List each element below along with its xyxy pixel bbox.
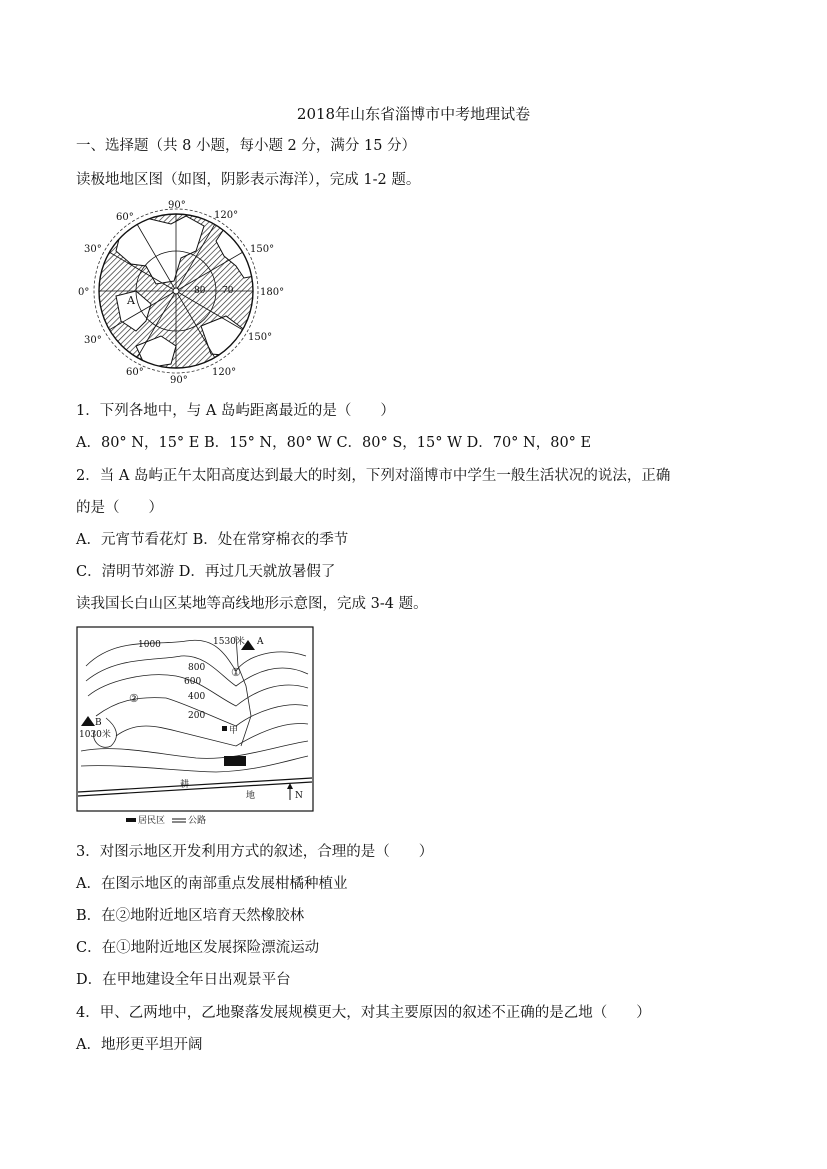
location-2: ② — [129, 692, 139, 705]
label-bottom: 90° — [170, 375, 188, 386]
q2-stem-line1: 2．当 A 岛屿正午太阳高度达到最大的时刻，下列对淄博市中学生一般生活状况的说法，正确 — [76, 468, 671, 484]
legend-settlement-swatch — [126, 818, 136, 822]
section-heading: 一、选择题（共 8 小题，每小题 2 分，满分 15 分） — [76, 138, 417, 154]
q2-options-cd: C．清明节郊游 D．再过几天就放暑假了 — [76, 564, 336, 580]
q2-options-ab: A．元宵节看花灯 B．处在常穿棉衣的季节 — [76, 532, 349, 548]
north-label: N — [295, 791, 303, 801]
q3-option-a: A．在图示地区的南部重点发展柑橘种植业 — [76, 876, 348, 892]
page-title: 2018年山东省淄博市中考地理试卷 — [296, 105, 531, 123]
q1-stem: 1．下列各地中，与 A 岛屿距离最近的是（ ） — [76, 403, 395, 419]
q3-option-c: C．在①地附近地区发展探险漂流运动 — [76, 940, 320, 956]
q3-option-b: B．在②地附近地区培育天然橡胶林 — [76, 908, 305, 924]
label-lat70: 70 — [222, 286, 234, 296]
q2-stem-line2: 的是（ ） — [76, 500, 163, 516]
label-right-lower: 150° — [248, 332, 273, 343]
legend-road-label: 公路 — [188, 816, 207, 826]
settlement-block — [224, 756, 246, 766]
contour-800: 800 — [188, 663, 206, 673]
peak-a-elevation: 1530米 — [213, 637, 245, 647]
q3-stem: 3．对图示地区开发利用方式的叙述，合理的是（ ） — [76, 844, 434, 860]
peak-a-letter: A — [257, 637, 264, 647]
contour-map-figure — [76, 626, 316, 830]
label-lat80: 80 — [194, 286, 206, 296]
q1-options: A．80° N，15° E B．15° N，80° W C．80° S，15° W D．70° N，80° E — [76, 435, 592, 451]
label-right-upper: 150° — [250, 244, 275, 255]
label-bottom-right: 120° — [212, 367, 237, 378]
farmland-char-1: 耕 — [180, 780, 190, 790]
label-left-upper: 30° — [84, 244, 102, 255]
label-top: 90° — [168, 200, 186, 211]
legend-settlement-label: 居民区 — [138, 816, 166, 826]
jia-settlement — [222, 726, 227, 731]
contour-200: 200 — [188, 711, 206, 721]
intro-polar: 读极地地区图（如图，阴影表示海洋），完成 1-2 题。 — [76, 172, 421, 188]
contour-1000: 1000 — [138, 640, 161, 650]
q4-option-a: A．地形更平坦开阔 — [76, 1037, 203, 1053]
q3-option-d: D．在甲地建设全年日出观景平台 — [76, 972, 291, 988]
contour-600: 600 — [184, 677, 202, 687]
q4-stem: 4．甲、乙两地中，乙地聚落发展规模更大，对其主要原因的叙述不正确的是乙地（ ） — [76, 1005, 651, 1021]
farmland-char-2: 地 — [246, 791, 256, 801]
label-left-lower: 30° — [84, 335, 102, 346]
peak-b-letter: B — [95, 718, 102, 728]
polar-map-figure — [76, 196, 286, 390]
peak-b-elevation: 1030米 — [79, 730, 111, 740]
label-point-a: A — [127, 294, 135, 307]
label-right: 180° — [260, 287, 285, 298]
pole-point — [173, 288, 179, 294]
label-bottom-left: 60° — [126, 367, 144, 378]
intro-contour: 读我国长白山区某地等高线地形示意图，完成 3-4 题。 — [76, 596, 428, 612]
map-legend — [126, 814, 206, 826]
contour-400: 400 — [188, 692, 206, 702]
location-1: ① — [231, 666, 241, 679]
label-left: 0° — [78, 287, 90, 298]
location-jia: 甲 — [229, 726, 239, 736]
label-top-left: 60° — [116, 212, 134, 223]
label-top-right: 120° — [214, 210, 239, 221]
